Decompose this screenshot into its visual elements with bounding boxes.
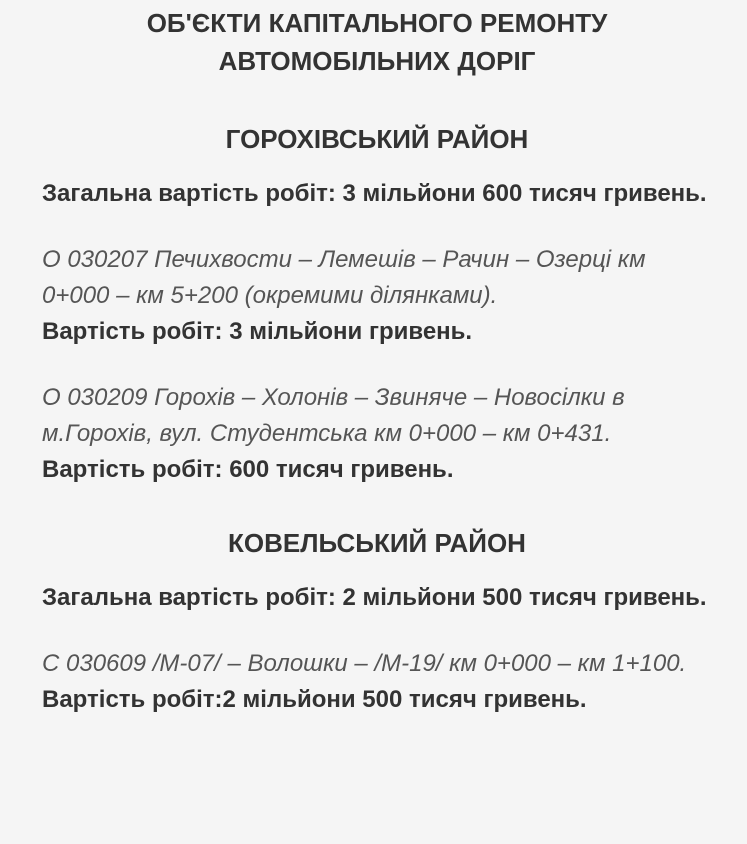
road-item	[42, 646, 712, 718]
road-item	[42, 380, 712, 488]
road-item	[42, 242, 712, 350]
article-body	[42, 0, 712, 718]
road-cost: Вартість робіт:2 мільйони 500 тисяч гривень.	[42, 686, 587, 713]
road-description: О 030207 Печихвости – Лемешів – Рачин – Озерці км 0+000 – км 5+200 (окремими ділянками).	[42, 246, 646, 309]
page-title-line-2: АВТОМОБІЛЬНИХ ДОРІГ	[218, 46, 536, 76]
page-title-line-1: ОБ'ЄКТИ КАПІТАЛЬНОГО РЕМОНТУ	[146, 8, 608, 38]
road-description: О 030209 Горохів – Холонів – Звиняче – Новосілки в м.Горохів, вул. Студентська км 0+000 – км 0+431.	[42, 384, 625, 447]
road-cost: Вартість робіт: 600 тисяч гривень.	[42, 456, 454, 483]
district-heading-kovel: КОВЕЛЬСЬКИЙ РАЙОН	[228, 528, 526, 558]
road-cost: Вартість робіт: 3 мільйони гривень.	[42, 318, 473, 345]
page-title	[42, 0, 712, 80]
district-heading-horokhiv: ГОРОХІВСЬКИЙ РАЙОН	[225, 124, 529, 154]
road-description: С 030609 /М-07/ – Волошки – /М-19/ км 0+000 – км 1+100.	[42, 650, 687, 677]
district-total-kovel: Загальна вартість робіт: 2 мільйони 500 тисяч гривень.	[42, 584, 707, 611]
district-total-horokhiv: Загальна вартість робіт: 3 мільйони 600 тисяч гривень.	[42, 180, 707, 207]
